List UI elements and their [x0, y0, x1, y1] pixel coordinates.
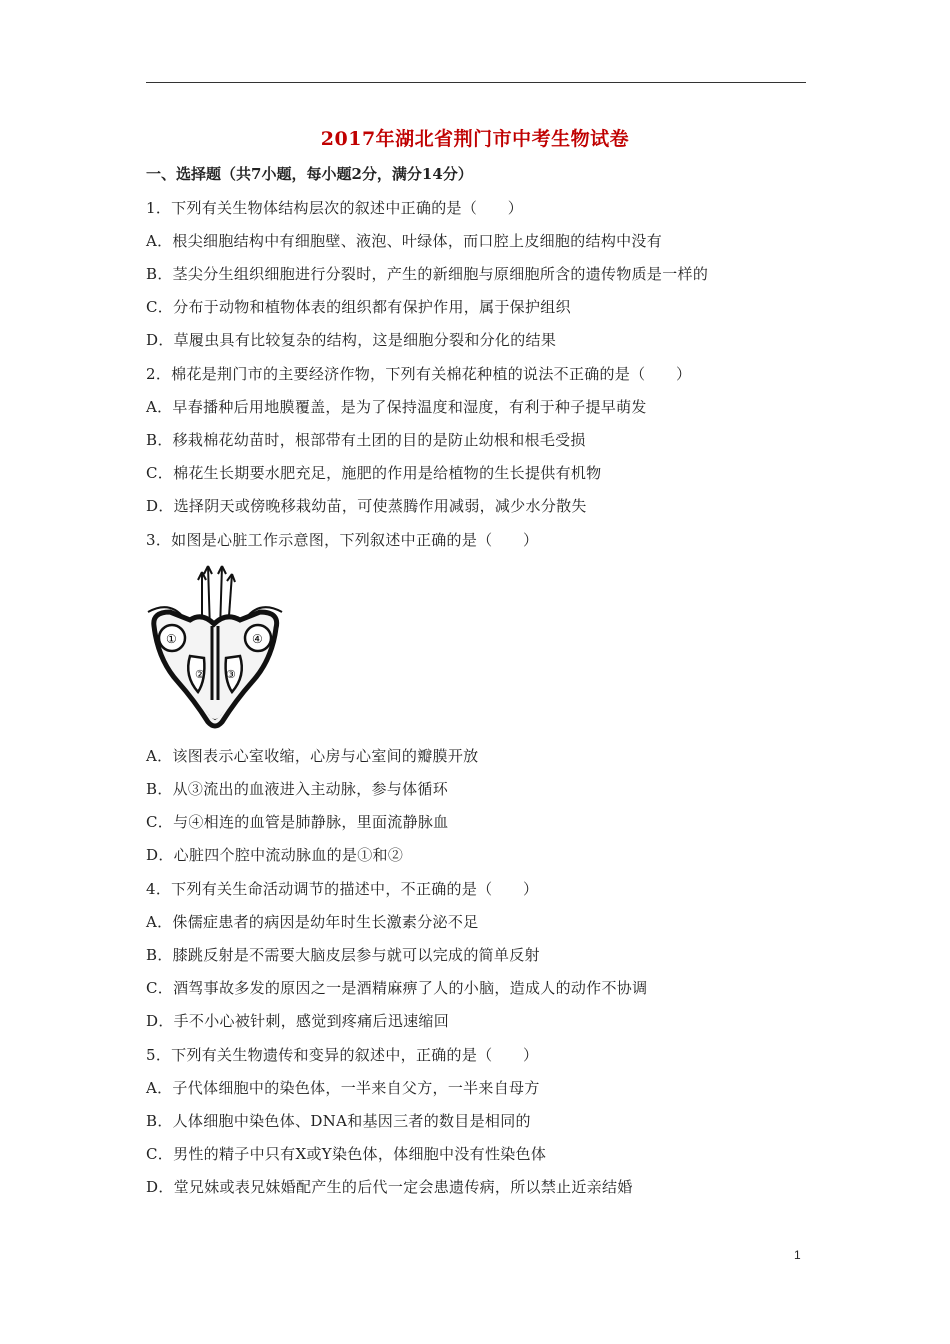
question-2-option-c: C．棉花生长期要水肥充足，施肥的作用是给植物的生长提供有机物 [146, 464, 602, 482]
question-2-option-b: B．移栽棉花幼苗时，根部带有土团的目的是防止幼根和根毛受损 [146, 431, 586, 449]
label-4: ④ [252, 632, 263, 646]
page-number: 1 [794, 1248, 801, 1262]
question-3-stem: 3．如图是心脏工作示意图，下列叙述中正确的是（ ） [146, 531, 539, 549]
question-3-option-c: C．与④相连的血管是肺静脉，里面流静脉血 [146, 813, 449, 831]
label-2: ② [195, 668, 205, 681]
question-2-option-d: D．选择阴天或傍晚移栽幼苗，可使蒸腾作用减弱，减少水分散失 [146, 497, 587, 515]
label-3: ③ [226, 668, 236, 681]
question-5-stem: 5．下列有关生物遗传和变异的叙述中，正确的是（ ） [146, 1046, 539, 1064]
question-3-option-a: A．该图表示心室收缩，心房与心室间的瓣膜开放 [146, 747, 479, 765]
document-title: 2017年湖北省荆门市中考生物试卷 [320, 128, 630, 150]
question-1-option-b: B．茎尖分生组织细胞进行分裂时，产生的新细胞与原细胞所含的遗传物质是一样的 [146, 265, 709, 283]
question-3-option-d: D．心脏四个腔中流动脉血的是①和② [146, 846, 404, 864]
question-2-option-a: A．早春播种后用地膜覆盖，是为了保持温度和湿度，有利于种子提早萌发 [146, 398, 647, 416]
label-1: ① [166, 632, 177, 646]
question-1-option-a: A．根尖细胞结构中有细胞壁、液泡、叶绿体，而口腔上皮细胞的结构中没有 [146, 232, 663, 250]
question-4-option-b: B．膝跳反射是不需要大脑皮层参与就可以完成的简单反射 [146, 946, 540, 964]
question-5-option-a: A．子代体细胞中的染色体，一半来自父方，一半来自母方 [146, 1079, 540, 1097]
question-1-option-d: D．草履虫具有比较复杂的结构，这是细胞分裂和分化的结果 [146, 331, 557, 349]
question-5-option-b: B．人体细胞中染色体、DNA和基因三者的数目是相同的 [146, 1112, 531, 1130]
question-4-stem: 4．下列有关生命活动调节的描述中，不正确的是（ ） [146, 880, 539, 898]
question-1-stem: 1．下列有关生物体结构层次的叙述中正确的是（ ） [146, 199, 524, 217]
header-rule [146, 82, 806, 83]
question-4-option-a: A．侏儒症患者的病因是幼年时生长激素分泌不足 [146, 913, 479, 931]
section-heading: 一、选择题（共7小题，每小题2分，满分14分） [146, 165, 473, 183]
question-1-option-c: C．分布于动物和植物体表的组织都有保护作用，属于保护组织 [146, 298, 571, 316]
question-4-option-c: C．酒驾事故多发的原因之一是酒精麻痹了人的小脑，造成人的动作不协调 [146, 979, 648, 997]
question-5-option-c: C．男性的精子中只有X或Y染色体，体细胞中没有性染色体 [146, 1145, 547, 1163]
question-5-option-d: D．堂兄妹或表兄妹婚配产生的后代一定会患遗传病，所以禁止近亲结婚 [146, 1178, 633, 1196]
question-4-option-d: D．手不小心被针刺，感觉到疼痛后迅速缩回 [146, 1012, 450, 1030]
heart-diagram [140, 560, 290, 730]
question-2-stem: 2．棉花是荆门市的主要经济作物，下列有关棉花种植的说法不正确的是（ ） [146, 365, 692, 383]
question-3-option-b: B．从③流出的血液进入主动脉，参与体循环 [146, 780, 449, 798]
